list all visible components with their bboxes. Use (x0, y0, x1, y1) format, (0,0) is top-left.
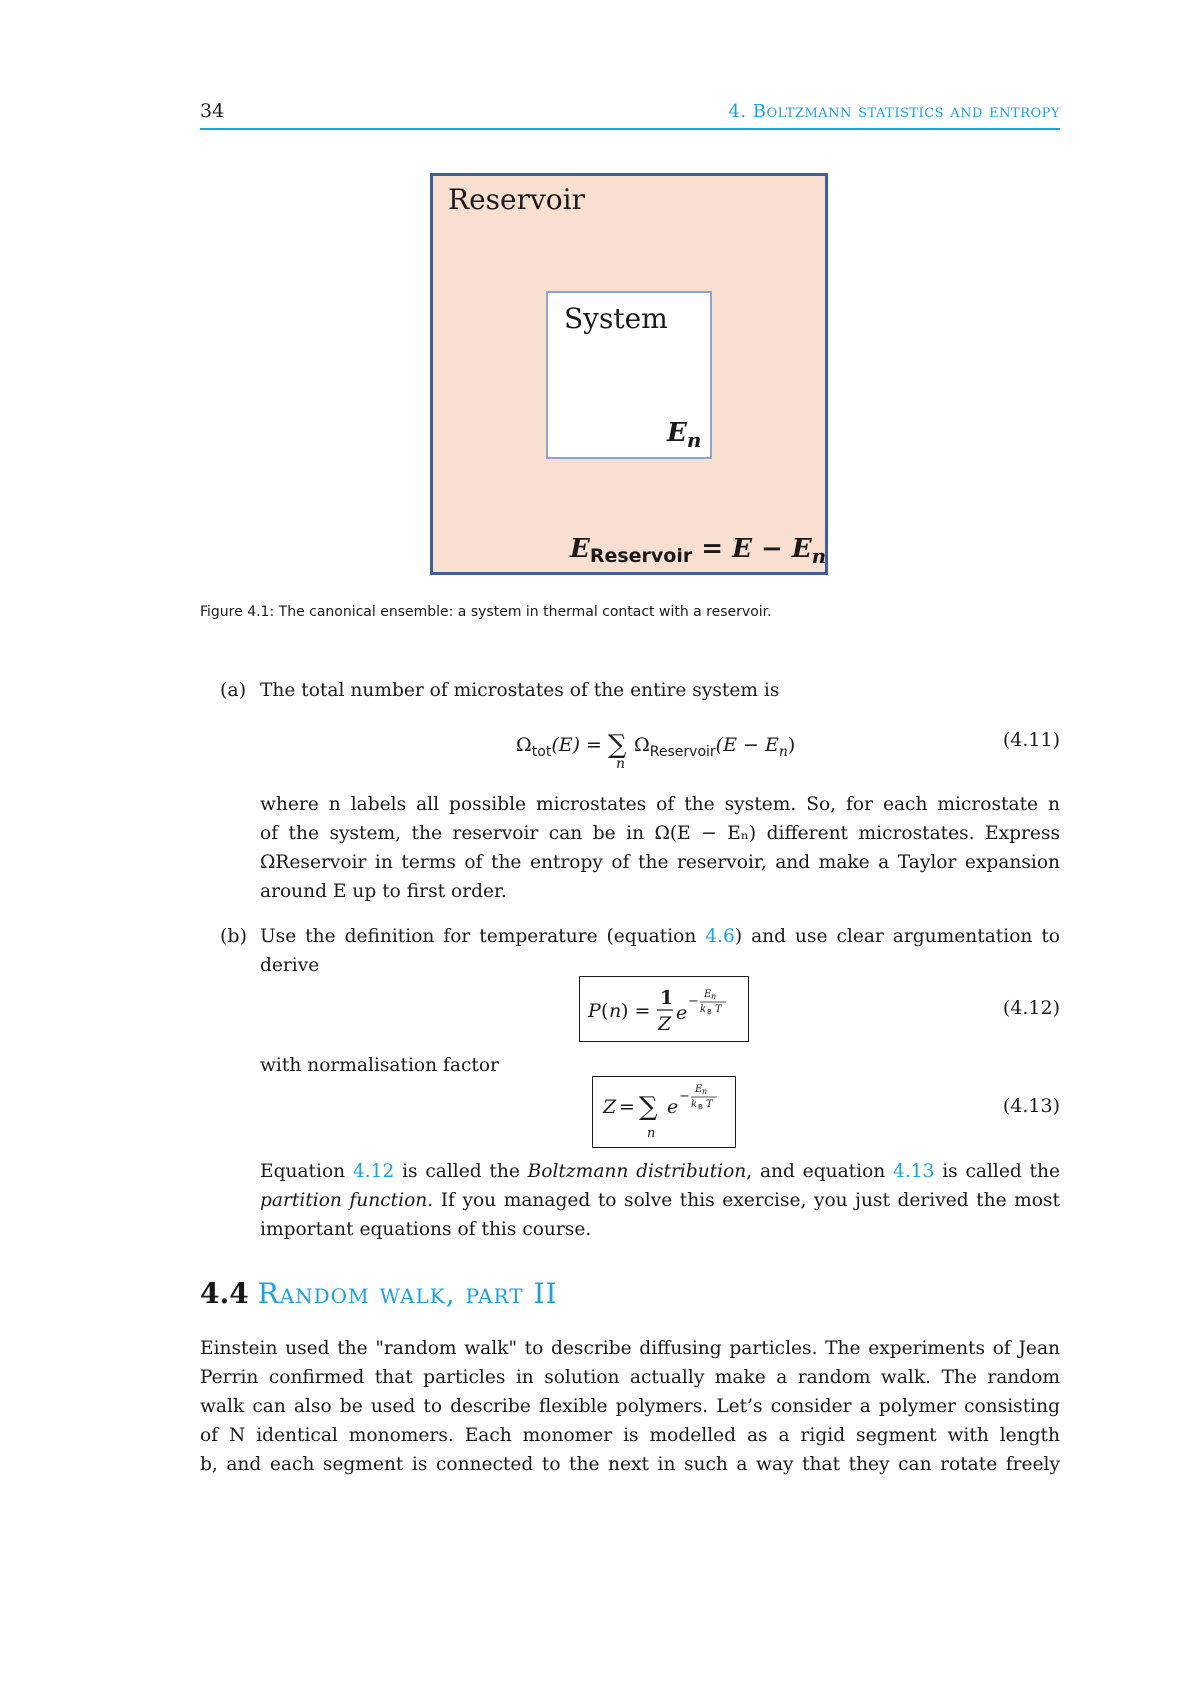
item-b-line-1 (260, 922, 1060, 951)
section-line-1: Einstein used the "random walk" to describe diffusing particles. The experiments of Jean (200, 1338, 1060, 1359)
svg-text:P: P (588, 1000, 601, 1022)
equation-number-4-12: (4.12) (1002, 997, 1060, 1019)
item-a-description (260, 790, 1060, 906)
svg-text:(: ( (601, 1000, 609, 1022)
section-number: 4.4 (200, 1277, 249, 1310)
end-mid-3: is called the (934, 1161, 1060, 1182)
svg-text:Z: Z (603, 1096, 617, 1118)
reservoir-energy-rhs-subscript: n (811, 544, 827, 568)
svg-text:n: n (702, 1087, 708, 1096)
section-body (200, 1334, 1060, 1479)
equation-number-4-13: (4.13) (1002, 1095, 1060, 1117)
eq411-lhs: Ω (516, 734, 532, 756)
svg-text:k: k (691, 1099, 698, 1110)
eq411-lhs-sub: tot (531, 744, 552, 760)
item-b-marker: (b) (220, 925, 247, 947)
reservoir-energy-symbol: E (570, 534, 590, 564)
svg-text:B: B (707, 1008, 712, 1016)
reservoir-energy-label (570, 534, 827, 568)
item-a-line-4: around E up to first order. (260, 881, 507, 902)
equation-4-13 (593, 1077, 735, 1147)
item-b-line-2: derive (260, 955, 320, 976)
item-b-end-line-2 (260, 1186, 1060, 1215)
page-number: 34 (200, 100, 225, 122)
figure-caption-label: Figure 4.1: (200, 604, 275, 620)
item-a-intro: The total number of microstates of the entire system is (260, 680, 780, 701)
svg-text:e: e (667, 1096, 679, 1118)
header-rule (200, 128, 1060, 130)
system-energy-label (667, 418, 702, 452)
eq411-rhs-arg-sub: n (778, 744, 788, 760)
svg-text:=: = (619, 1096, 635, 1118)
item-b-end-line-3: important equations of this course. (260, 1219, 592, 1240)
eq411-sum-index: n (616, 756, 626, 772)
svg-text:n: n (647, 1126, 656, 1141)
system-energy-symbol: E (667, 418, 687, 448)
equation-4-13-box (592, 1076, 736, 1148)
svg-text:Z: Z (658, 1013, 672, 1035)
eq411-rhs: Ω (634, 734, 650, 756)
svg-text:T: T (706, 1099, 713, 1110)
item-b-text (260, 922, 1060, 980)
reservoir-label: Reservoir (448, 183, 585, 216)
term-boltzmann-distribution: Boltzmann distribution (527, 1161, 747, 1182)
svg-text:T: T (715, 1004, 722, 1015)
figure-caption-text: The canonical ensemble: a system in thermal contact with a reservoir. (278, 604, 772, 620)
svg-text:∑: ∑ (639, 1092, 658, 1122)
equation-number-4-11: (4.11) (1002, 729, 1060, 751)
svg-text:n: n (711, 992, 717, 1001)
svg-text:E: E (695, 1084, 703, 1095)
item-b-end-line-1 (260, 1157, 1060, 1186)
item-a-line-2: of the system, the reservoir can be in Ω(E − Eₙ) different microstates. Express (260, 823, 1060, 844)
eq411-sum: ∑ (608, 730, 627, 760)
section-line-4: of N identical monomers. Each monomer is modelled as a rigid segment with length (200, 1425, 1060, 1446)
eq411-rhs-arg: (E − E (715, 734, 779, 756)
svg-text:e: e (676, 1002, 688, 1024)
equation-ref-4-13[interactable]: 4.13 (893, 1161, 935, 1182)
term-partition-function: partition function (260, 1190, 428, 1211)
system-energy-subscript: n (686, 428, 702, 452)
section-line-2: Perrin confirmed that particles in solution actually make a random walk. The random (200, 1367, 1060, 1388)
svg-text:B: B (698, 1103, 703, 1111)
item-a-marker: (a) (220, 679, 247, 701)
section-line-3: walk can also be used to describe flexible polymers. Let’s consider a polymer consisting (200, 1396, 1060, 1417)
svg-text:n: n (609, 1000, 622, 1022)
svg-text:−: − (679, 1089, 690, 1104)
figure-caption (200, 604, 772, 620)
normalisation-label: with normalisation factor (260, 1055, 499, 1076)
reservoir-energy-subscript: Reservoir (589, 545, 693, 567)
equation-4-12 (580, 977, 748, 1041)
equation-4-12-box (579, 976, 749, 1042)
item-b-conclusion (260, 1157, 1060, 1244)
equation-ref-4-12[interactable]: 4.12 (352, 1161, 395, 1182)
running-head: 4. Boltzmann statistics and entropy (728, 101, 1060, 122)
eq411-rhs-close: ) (787, 734, 796, 756)
item-a-line-1: where n labels all possible microstates of the system. So, for each microstate n (260, 794, 1060, 815)
svg-text:1: 1 (660, 987, 674, 1009)
system-label: System (564, 302, 668, 335)
end-mid-1: is called the (394, 1161, 528, 1182)
equation-4-11 (516, 728, 796, 772)
item-a-line-3: ΩReservoir in terms of the entropy of the reservoir, and make a Taylor expansion (260, 852, 1060, 873)
svg-text:) =: ) = (621, 1000, 651, 1022)
section-line-5: b, and each segment is connected to the next in such a way that they can rotate freely (200, 1454, 1060, 1475)
end-pre: Equation (260, 1161, 353, 1182)
end-mid-2: , and equation (746, 1161, 894, 1182)
item-b-text-pre: Use the definition for temperature (equation (260, 926, 706, 947)
svg-text:k: k (700, 1004, 707, 1015)
svg-text:E: E (704, 989, 712, 1000)
section-heading (200, 1277, 558, 1310)
section-title: Random walk, part II (257, 1277, 558, 1310)
reservoir-energy-rhs: = E − E (701, 534, 812, 564)
eq411-lhs-arg: (E) = (551, 734, 609, 756)
svg-text:−: − (688, 994, 699, 1009)
eq411-rhs-sub: Reservoir (649, 744, 716, 760)
end-line-2-rest: . If you managed to solve this exercise, you just derived the most (427, 1190, 1060, 1211)
equation-ref-4-6[interactable]: 4.6 (705, 926, 735, 947)
item-b-text-post: ) and use clear argumentation to (734, 926, 1060, 947)
